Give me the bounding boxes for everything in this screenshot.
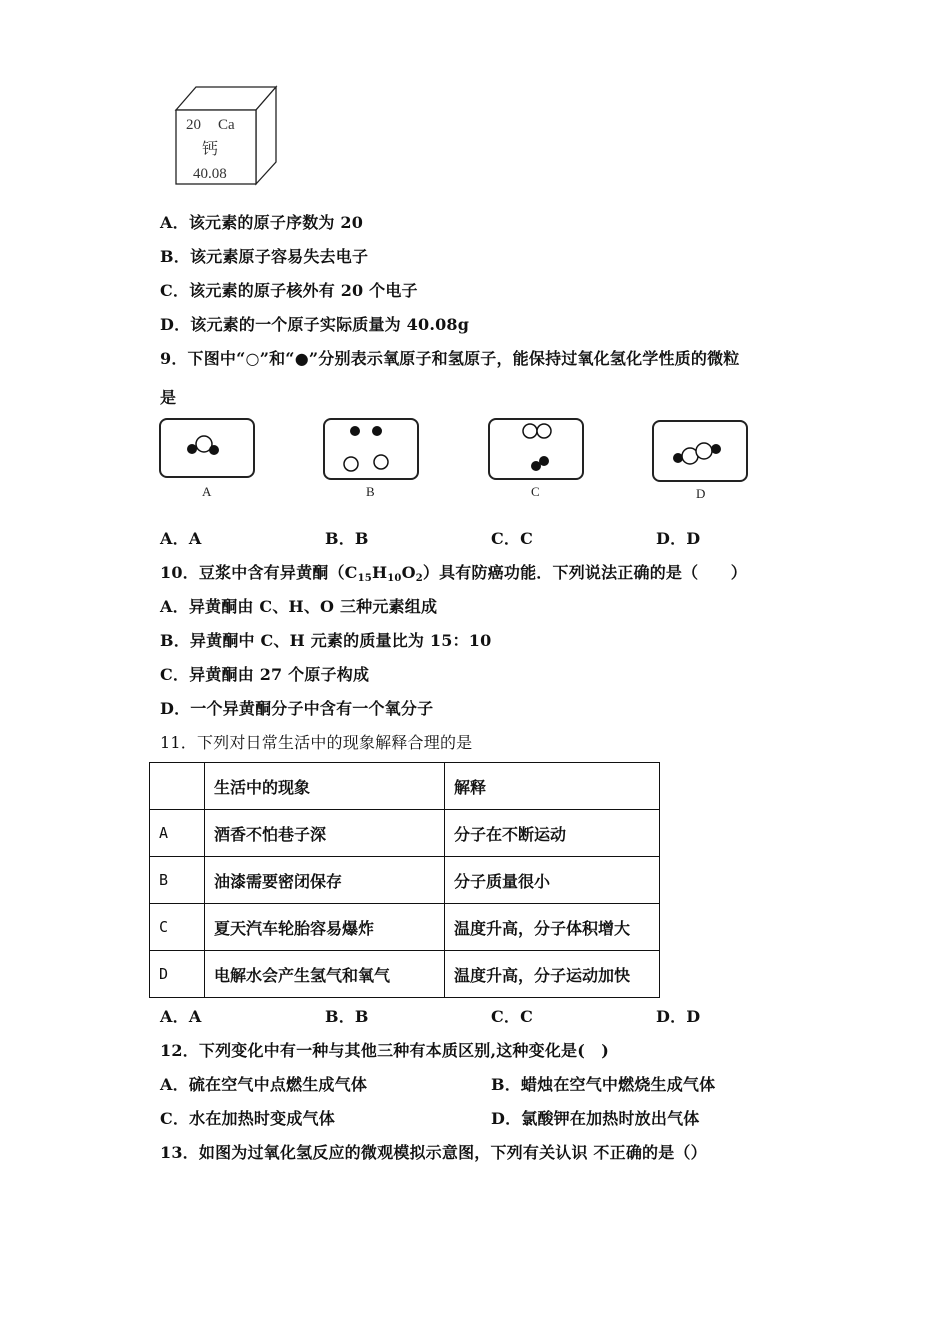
table-cell: 夏天汽车轮胎容易爆炸 (205, 904, 445, 951)
q11-answer-b: B．B (325, 1007, 369, 1026)
table-cell: 酒香不怕巷子深 (205, 810, 445, 857)
q10-option-d: D．一个异黄酮分子中含有一个氧分子 (160, 699, 434, 718)
q9-diagram-label-c: C (531, 484, 540, 499)
table-cell: 温度升高，分子运动加快 (445, 951, 660, 998)
q9-diagram-a (158, 416, 258, 502)
q9-diagram-d (650, 416, 752, 504)
table-row (150, 810, 660, 857)
table-cell: D (150, 951, 205, 998)
q11-table (149, 762, 660, 998)
table-header-row (150, 763, 660, 810)
element-name: 钙 (202, 141, 219, 158)
q10-stem: 10．豆浆中含有异黄酮$(C_{15}H_{10}O_2)$具有防癌功能．下列说法正确的是（ ） (160, 563, 747, 584)
table-cell: 油漆需要密闭保存 (205, 857, 445, 904)
q9-answer-b: B．B (325, 529, 369, 548)
q9-answer-c: C．C (491, 529, 534, 548)
q10-option-a: A．异黄酮由 C、H、O 三种元素组成 (160, 597, 438, 616)
element-number: 20 (186, 117, 201, 133)
q12-option-d: D．氯酸钾在加热时放出气体 (491, 1109, 700, 1128)
q10-option-b: B．异黄酮中 C、H 元素的质量比为 15：10 (160, 631, 492, 650)
table-header-cell (150, 763, 205, 810)
q10-option-c: C．异黄酮由 27 个原子构成 (160, 665, 370, 684)
table-cell: 电解水会产生氢气和氧气 (205, 951, 445, 998)
q8-option-a: A．该元素的原子序数为 20 (160, 213, 364, 232)
q9-stem-line2: 是 (160, 388, 177, 407)
q9-stem-line1: 9．下图中“○”和“●”分别表示氧原子和氢原子，能保持过氧化氢化学性质的微粒 (160, 349, 740, 368)
q9-diagram-c (486, 416, 588, 502)
q8-option-d: D．该元素的一个原子实际质量为 40.08g (160, 315, 470, 334)
q9-diagram-label-d: D (696, 486, 706, 501)
table-cell: 分子质量很小 (445, 857, 660, 904)
table-cell: B (150, 857, 205, 904)
table-cell: 温度升高，分子体积增大 (445, 904, 660, 951)
q11-answer-d: D．D (656, 1007, 701, 1026)
q9-answer-a: A．A (160, 529, 202, 548)
q12-option-b: B．蜡烛在空气中燃烧生成气体 (491, 1075, 716, 1094)
table-cell: A (150, 810, 205, 857)
q9-diagram-label-b: B (366, 484, 375, 499)
q11-answer-c: C．C (491, 1007, 534, 1026)
q8-option-c: C．该元素的原子核外有 20 个电子 (160, 281, 418, 300)
table-row (150, 951, 660, 998)
q12-option-c: C．水在加热时变成气体 (160, 1109, 335, 1128)
q9-answer-d: D．D (656, 529, 701, 548)
q12-option-a: A．硫在空气中点燃生成气体 (160, 1075, 368, 1094)
q13-stem: 13．如图为过氧化氢反应的微观模拟示意图，下列有关认识 不正确的是（） (160, 1143, 707, 1162)
q11-answer-a: A．A (160, 1007, 202, 1026)
q9-diagram-b (321, 416, 423, 502)
table-cell: C (150, 904, 205, 951)
q9-diagram-label-a: A (202, 484, 212, 499)
q12-stem: 12．下列变化中有一种与其他三种有本质区别,这种变化是( ) (160, 1041, 609, 1060)
element-card-figure (170, 84, 280, 188)
table-row (150, 857, 660, 904)
table-header-cell: 生活中的现象 (205, 763, 445, 810)
q11-stem: 11．下列对日常生活中的现象解释合理的是 (160, 733, 473, 752)
element-mass: 40.08 (193, 166, 227, 182)
table-row (150, 904, 660, 951)
table-header-cell: 解释 (445, 763, 660, 810)
table-cell: 分子在不断运动 (445, 810, 660, 857)
element-symbol: Ca (218, 117, 235, 133)
q8-option-b: B．该元素原子容易失去电子 (160, 247, 369, 266)
